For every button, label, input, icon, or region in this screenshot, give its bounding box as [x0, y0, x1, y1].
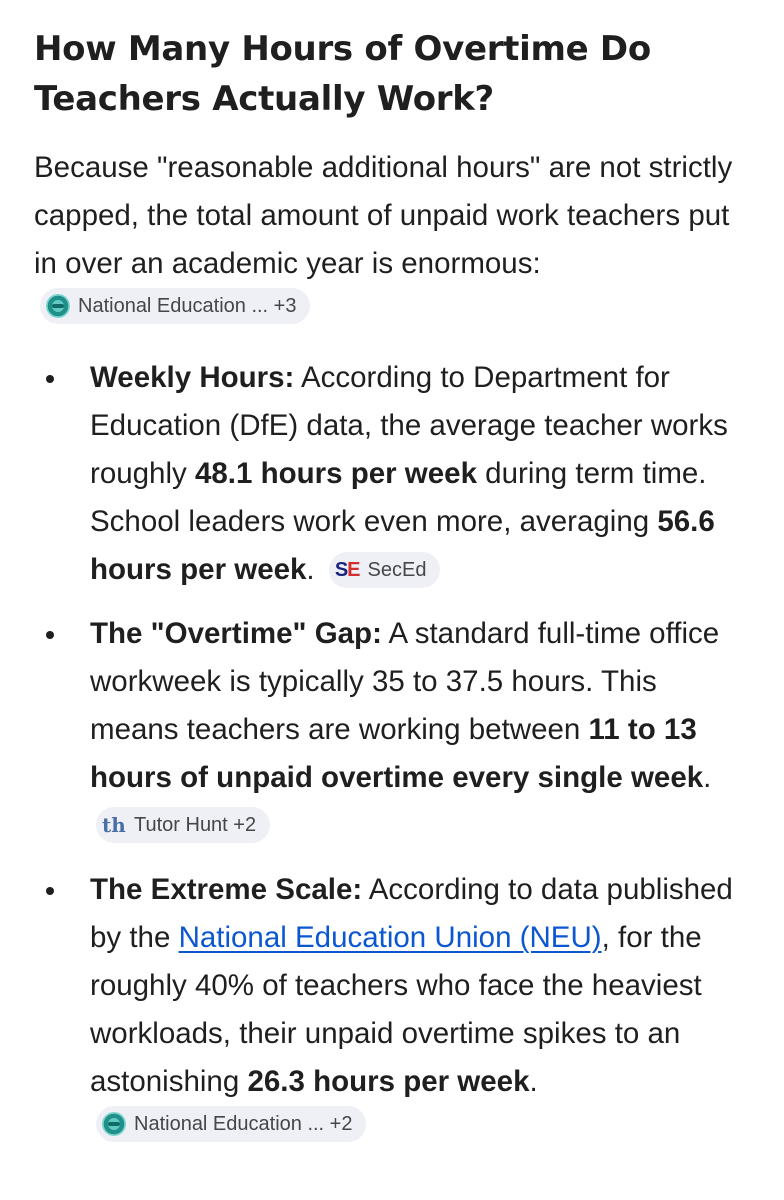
- intro-text: Because "reasonable additional hours" are not strictly capped, the total amount of unpaid work teachers put in over an academic year is enormous:: [34, 151, 733, 280]
- bullet-text: during term time. School leaders work even more, averaging: [90, 457, 707, 538]
- seced-favicon-icon: [335, 558, 360, 582]
- source-chip-label: SecEd: [367, 559, 427, 581]
- neu-favicon-icon: [102, 1112, 126, 1136]
- bullet-text: According to data published by the: [90, 873, 733, 954]
- bullet-heading: The Extreme Scale:: [90, 873, 363, 906]
- source-chip-label: National Education ... +2: [134, 1113, 353, 1135]
- source-chip-national-education[interactable]: [40, 288, 310, 324]
- bullet-text: , for the roughly 40% of teachers who face the heaviest workloads, their unpaid overtime spikes to an astonishing: [90, 921, 702, 1098]
- bullet-text: .: [703, 761, 712, 794]
- bullet-heading: The "Overtime" Gap:: [90, 617, 382, 650]
- bullet-list: [34, 354, 750, 1154]
- bullet-text: A standard full-time office workweek is typically 35 to 37.5 hours. This means teachers are working between: [90, 617, 720, 746]
- source-chip-national-education[interactable]: [96, 1106, 366, 1142]
- bullet-weekly-hours: [34, 354, 750, 594]
- bullet-text: .: [529, 1065, 538, 1098]
- intro-paragraph: [34, 144, 750, 336]
- source-chip-seced[interactable]: [329, 552, 441, 588]
- source-chip-tutor-hunt[interactable]: [96, 807, 270, 843]
- article-title: How Many Hours of Overtime Do Teachers Actually Work?: [34, 29, 651, 119]
- bullet-emphasis: 26.3 hours per week: [247, 1065, 530, 1098]
- source-chip-label: Tutor Hunt +2: [134, 814, 257, 836]
- tutorhunt-favicon-icon: th: [102, 813, 126, 837]
- bullet-heading: Weekly Hours:: [90, 361, 295, 394]
- bullet-overtime-gap: [34, 610, 750, 850]
- bullet-text: .: [306, 553, 315, 586]
- bullet-text: According to Department for Education (DfE) data, the average teacher works roughly: [90, 361, 728, 490]
- bullet-emphasis: 48.1 hours per week: [194, 457, 477, 490]
- neu-favicon-icon: [46, 294, 70, 318]
- bullet-extreme-scale: [34, 866, 750, 1154]
- seced-icon-s: S: [334, 559, 348, 581]
- seced-icon-e: E: [347, 559, 360, 581]
- bullet-emphasis: 56.6 hours per week: [90, 505, 715, 586]
- bullet-emphasis: 11 to 13 hours of unpaid overtime every single week: [90, 713, 704, 794]
- neu-link[interactable]: National Education Union (NEU): [178, 921, 602, 954]
- source-chip-label: National Education ... +3: [78, 295, 297, 317]
